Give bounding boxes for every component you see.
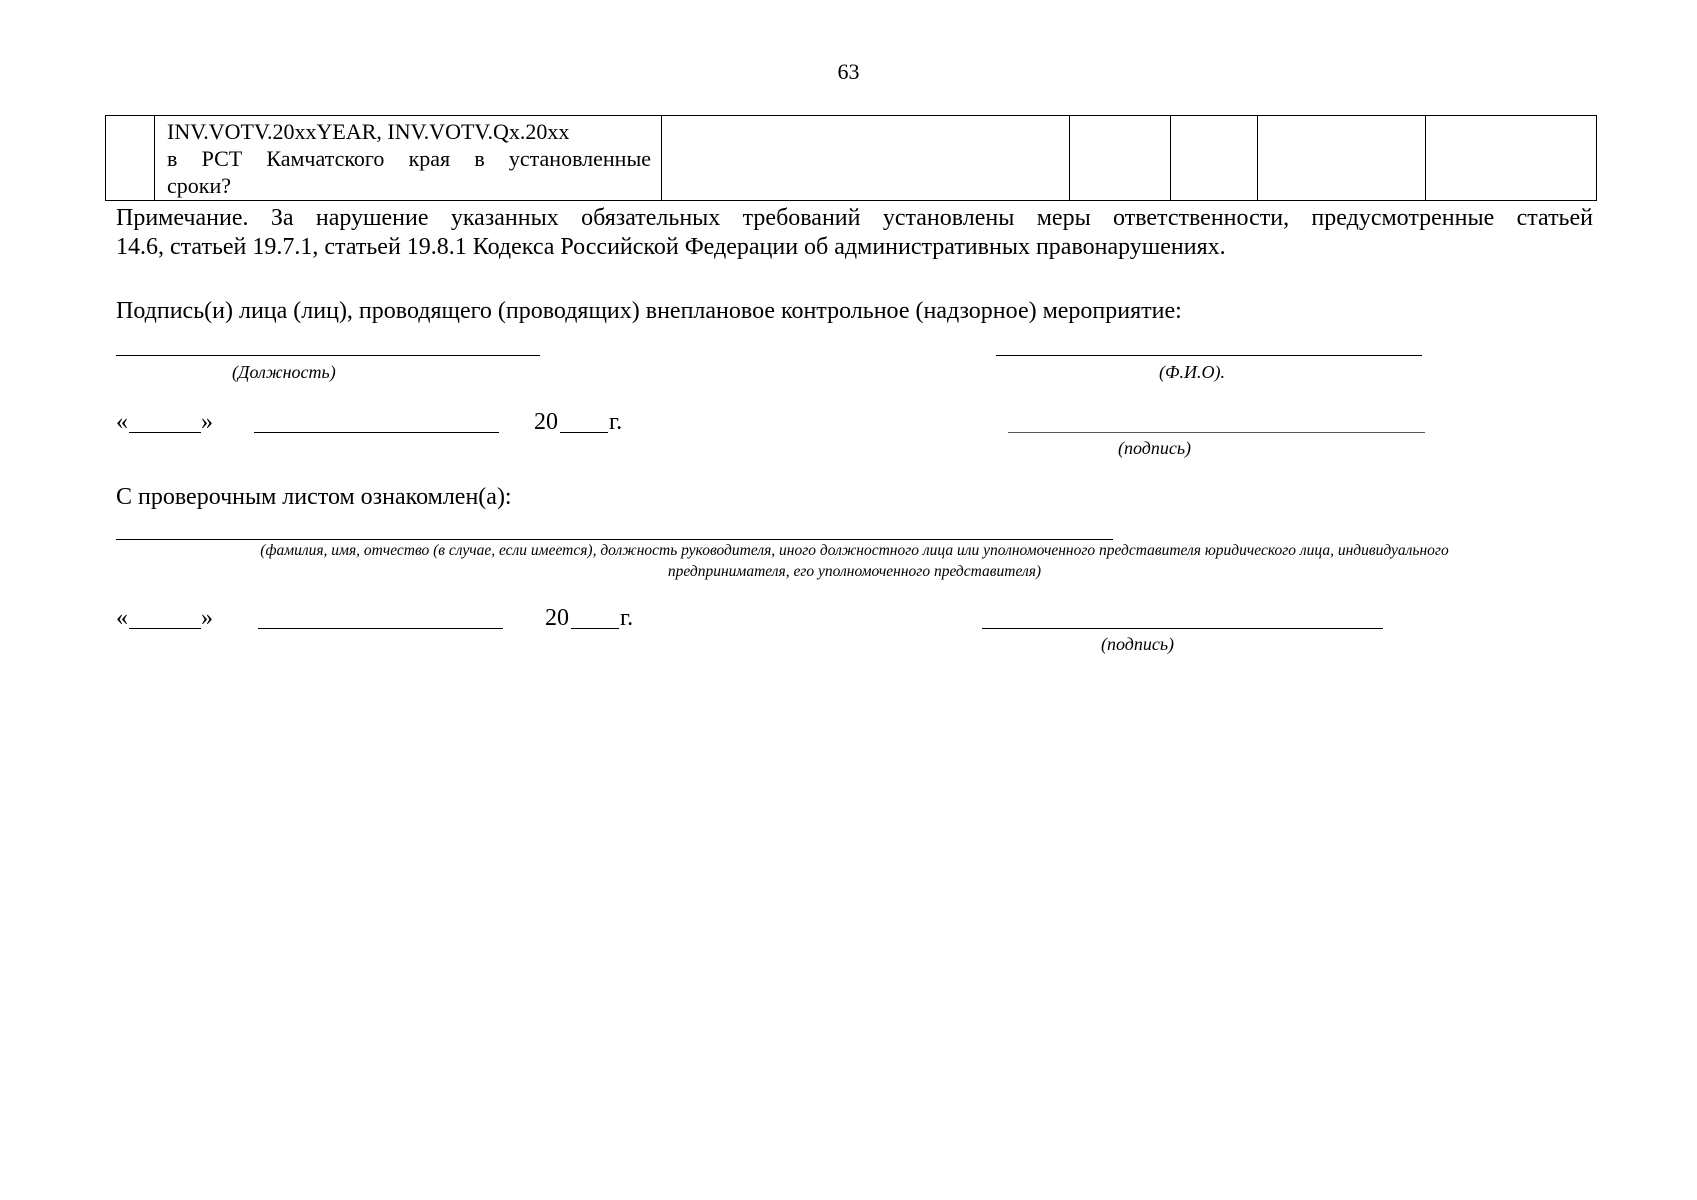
acquaintance-year-prefix: 20 bbox=[545, 605, 569, 631]
inspector-month-line[interactable] bbox=[254, 432, 499, 433]
checklist-table bbox=[105, 115, 1597, 201]
answer-na-cell bbox=[1258, 116, 1426, 201]
inspector-signature-caption: (подпись) bbox=[1118, 438, 1192, 458]
position-line[interactable] bbox=[116, 355, 540, 356]
inspector-signature-heading: Подпись(и) лица (лиц), проводящего (проводящих) внеплановое контрольное (надзорное) мероприятие: bbox=[116, 298, 1182, 324]
answer-no-cell bbox=[1171, 116, 1258, 201]
acquaintance-year-line[interactable] bbox=[571, 628, 619, 629]
comment-cell bbox=[1426, 116, 1597, 201]
table-row bbox=[106, 116, 1597, 201]
note-paragraph bbox=[116, 204, 1593, 262]
acquaintance-year-suffix: г. bbox=[620, 605, 634, 631]
inspector-year-suffix: г. bbox=[609, 409, 623, 435]
requirements-cell bbox=[662, 116, 1070, 201]
note-line-2: 14.6, статьей 19.7.1, статьей 19.8.1 Кодекса Российской Федерации об административных правонарушениях. bbox=[116, 234, 1226, 260]
acquaintance-date-close-quote: » bbox=[201, 605, 213, 631]
inspector-date-open-quote: « bbox=[116, 409, 128, 435]
question-line-2: в РСТ Камчатского края в установленные bbox=[167, 146, 651, 171]
acquaintance-day-line[interactable] bbox=[129, 628, 201, 629]
inspector-date-close-quote: » bbox=[201, 409, 213, 435]
question-line-3: сроки? bbox=[167, 173, 231, 198]
page-number: 63 bbox=[837, 59, 860, 84]
question-line-1: INV.VOTV.20xxYEAR, INV.VOTV.Qx.20xx bbox=[167, 119, 570, 144]
inspector-day-line[interactable] bbox=[129, 432, 201, 433]
answer-yes-cell bbox=[1070, 116, 1171, 201]
inspector-year-prefix: 20 bbox=[534, 409, 558, 435]
inspector-signature-line[interactable] bbox=[1008, 432, 1425, 433]
acquaintance-date-open-quote: « bbox=[116, 605, 128, 631]
fio-caption: (Ф.И.О). bbox=[1159, 362, 1225, 382]
note-line-1: Примечание. За нарушение указанных обязательных требований установлены меры ответственности, предусмотренные статьей bbox=[116, 205, 1593, 231]
acquaintance-signature-caption: (подпись) bbox=[1101, 634, 1175, 654]
inspector-year-line[interactable] bbox=[560, 432, 608, 433]
acquaintance-caption-line-2: предпринимателя, его уполномоченного представителя) bbox=[667, 563, 1042, 580]
acquaintance-heading: С проверочным листом ознакомлен(а): bbox=[116, 484, 512, 510]
acquaintance-caption-line-1: (фамилия, имя, отчество (в случае, если имеется), должность руководителя, иного должностного лица или уполномоченного представителя юридического лица, индивидуального bbox=[260, 542, 1449, 559]
row-number-cell bbox=[106, 116, 155, 201]
question-cell bbox=[155, 116, 662, 201]
acquaintance-caption bbox=[116, 540, 1593, 582]
acquaintance-signature-line[interactable] bbox=[982, 628, 1383, 629]
acquaintance-month-line[interactable] bbox=[258, 628, 503, 629]
fio-line[interactable] bbox=[996, 355, 1422, 356]
position-caption: (Должность) bbox=[232, 362, 336, 382]
